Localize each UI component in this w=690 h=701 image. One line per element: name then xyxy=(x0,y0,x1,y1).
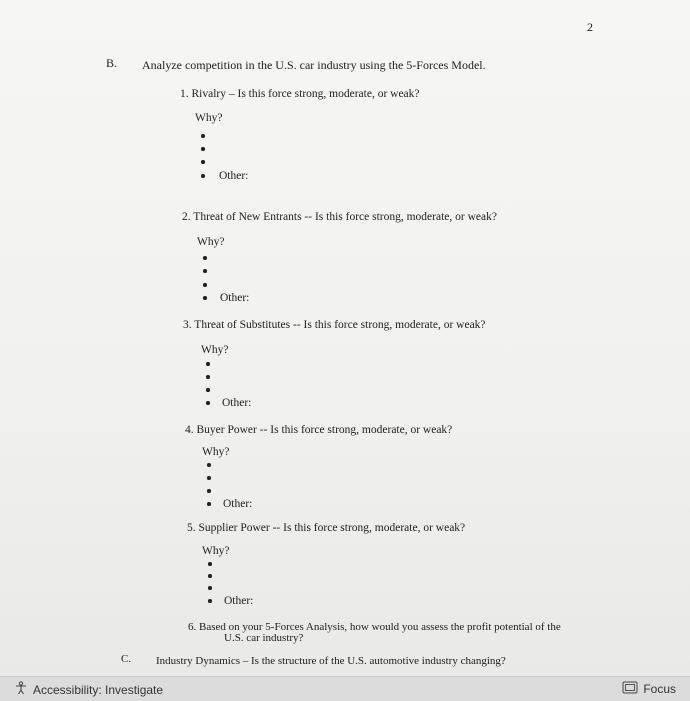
bullet xyxy=(203,296,207,300)
focus-label: Focus xyxy=(643,682,676,696)
other-label-5: Other: xyxy=(224,595,254,607)
question-1: 1. Rivalry – Is this force strong, moderate, or weak? xyxy=(180,88,420,100)
why-label-5: Why? xyxy=(202,545,230,557)
bullet xyxy=(206,362,210,366)
why-label-1: Why? xyxy=(195,112,223,124)
bullet xyxy=(206,401,210,405)
bullet xyxy=(208,562,212,566)
other-label-2: Other: xyxy=(220,292,250,304)
accessibility-label: Accessibility: Investigate xyxy=(33,682,164,697)
bullet xyxy=(207,502,211,506)
bullet xyxy=(206,388,210,392)
section-c-letter: C. xyxy=(121,653,132,665)
section-b-letter: B. xyxy=(106,56,118,70)
bullet xyxy=(208,574,212,578)
accessibility-status[interactable] xyxy=(14,681,163,698)
bullet xyxy=(207,463,211,467)
why-label-2: Why? xyxy=(197,236,225,248)
question-6-line1: 6. Based on your 5-Forces Analysis, how would you assess the profit potential of the xyxy=(188,621,561,633)
other-label-4: Other: xyxy=(223,498,253,510)
why-label-4: Why? xyxy=(202,446,230,458)
question-3: 3. Threat of Substitutes -- Is this force strong, moderate, or weak? xyxy=(183,319,486,331)
focus-button[interactable] xyxy=(622,681,676,697)
other-label-1: Other: xyxy=(219,170,249,182)
bullet xyxy=(201,134,205,138)
focus-icon xyxy=(622,681,638,697)
question-5: 5. Supplier Power -- Is this force strong, moderate, or weak? xyxy=(187,522,466,534)
question-4: 4. Buyer Power -- Is this force strong, moderate, or weak? xyxy=(185,424,453,436)
question-6-line2: U.S. car industry? xyxy=(224,632,304,644)
question-2: 2. Threat of New Entrants -- Is this force strong, moderate, or weak? xyxy=(182,211,497,223)
bullet xyxy=(207,489,211,493)
bullet xyxy=(203,269,207,273)
section-b-heading: Analyze competition in the U.S. car industry using the 5-Forces Model. xyxy=(142,58,486,72)
bullet xyxy=(207,476,211,480)
accessibility-icon xyxy=(14,681,28,698)
bullet xyxy=(201,160,205,164)
bullet xyxy=(203,256,207,260)
bullet xyxy=(201,147,205,151)
page-number: 2 xyxy=(587,20,593,34)
bullet xyxy=(203,283,207,287)
bullet xyxy=(208,586,212,590)
section-c-heading: Industry Dynamics – Is the structure of the U.S. automotive industry changing? xyxy=(156,655,506,667)
why-label-3: Why? xyxy=(201,344,229,356)
bullet xyxy=(201,174,205,178)
other-label-3: Other: xyxy=(222,397,252,409)
bullet xyxy=(206,375,210,379)
bullet xyxy=(208,599,212,603)
status-bar xyxy=(0,676,690,701)
